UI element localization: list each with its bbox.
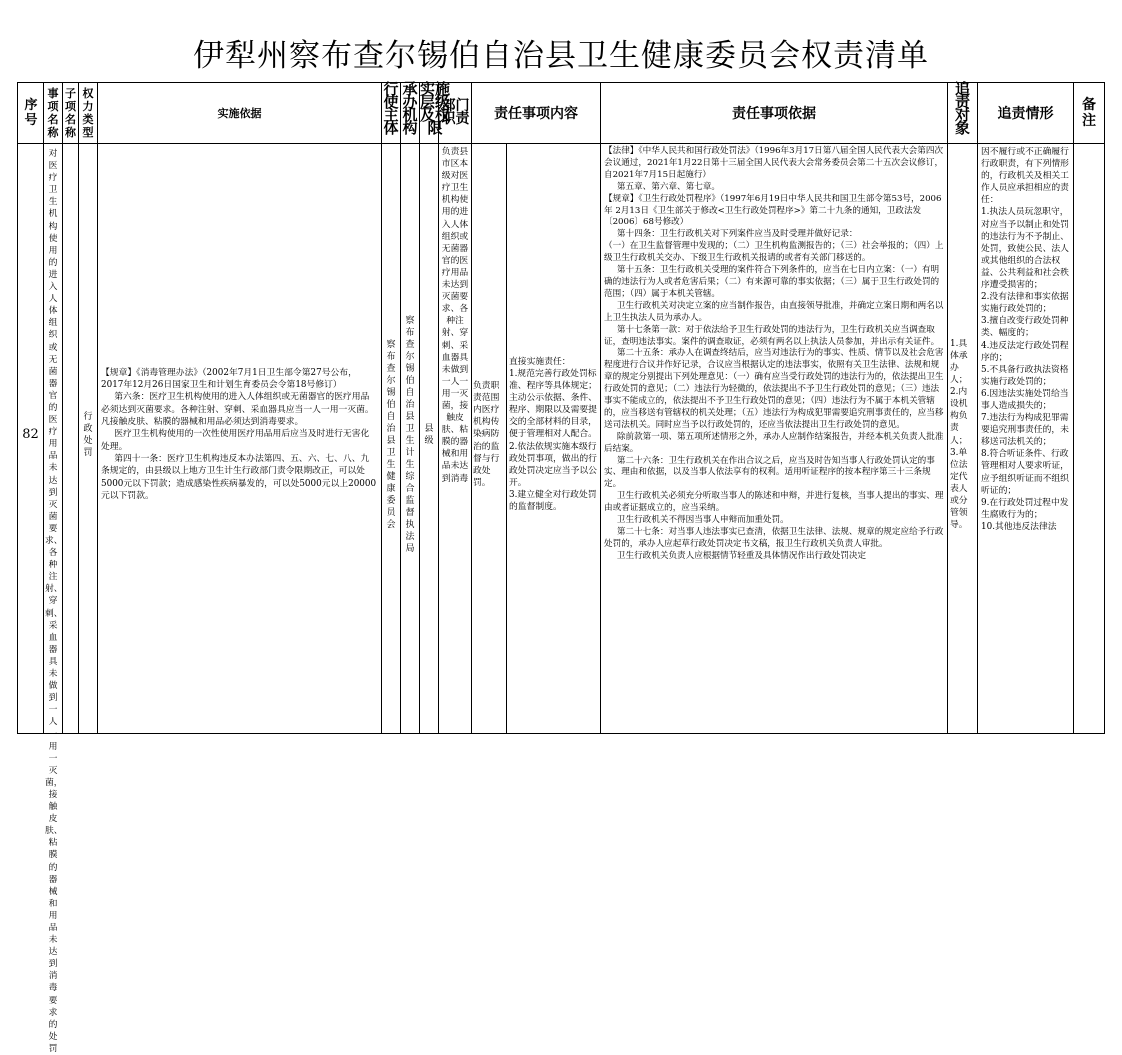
acc-para-10: 9.在行政处罚过程中发生腐败行为的； xyxy=(981,497,1069,520)
cell-seq: 82 xyxy=(18,144,44,734)
resp-basis-para-8: 第十七条第一款：对于依法给予卫生行政处罚的违法行为，卫生行政机关应当调查取证，查明违法事实。案件的调查取证，必须有两名以上执法人员参加，并出示有关证件。 xyxy=(604,324,940,347)
resp-basis-para-5: （一）在卫生监督管理中发现的；（二）卫生机构监测报告的；（三）社会举报的；（四）上级卫生行政机关交办、下级卫生行政机关报请的或者有关部门移送的。 xyxy=(604,241,944,264)
cell-resp-basis xyxy=(601,144,948,734)
acc-para-2: 1.执法人员玩忽职守，对应当予以制止和处罚的违法行为不予制止、处罚，致使公民、法人或其他组织的合法权益、公共利益和社会秩序遭受损害的； xyxy=(981,207,1069,291)
cell-duty: 负责职责范围内医疗机构传染病防治的监督与行政处罚。 xyxy=(472,144,507,734)
acc-para-7: 6.因违法实施处罚给当事人造成损失的； xyxy=(981,388,1069,411)
resp-basis-para-14: 第二十七条：对当事人违法事实已查清，依据卫生法律、法规、规章的规定应给予行政处罚的，承办人应起草行政处罚决定书文稿，报卫生行政机关负责人审批。 xyxy=(604,527,944,549)
acc-para-11: 10.其他违反法律法 xyxy=(981,521,1057,532)
resp-basis-para-11: 第二十六条：卫生行政机关在作出合议之后，应当及时告知当事人行政处罚认定的事实、理由和依据，以及当事人依法享有的权利。适用听证程序的按本程序第三十三条规定。 xyxy=(604,455,935,490)
header-item-name: 事项名称 xyxy=(44,83,63,144)
basis-para-2: 第六条：医疗卫生机构使用的进入人体组织或无菌器官的医疗用品必须达到灭菌要求。各种注射、穿刺、采血器具应当一人一用一灭菌。凡接触皮肤、粘膜的器械和用品必须达到消毒要求。 xyxy=(101,392,374,428)
acc-para-3: 2.没有法律和事实依据实施行政处罚的； xyxy=(981,292,1069,315)
resp-basis-para-10: 除前款第一项、第五项所述情形之外，承办人应制作结案报告，并经本机关负责人批准后结案。 xyxy=(604,431,944,454)
header-level: 实施层级及权限 xyxy=(420,83,439,144)
cell-basis xyxy=(98,144,382,734)
basis-para-1: 【规章】《消毒管理办法》（2002年7月1日卫生部令第27号公布，2017年12月26日国家卫生和计划生育委员会令第18号修订） xyxy=(101,367,357,391)
header-sub-item-name: 子项名称 xyxy=(63,83,79,144)
header-accountability: 追责情形 xyxy=(978,83,1074,144)
acc-para-1: 因不履行或不正确履行行政职责，有下列情形的，行政机关及相关工作人员应承担相应的责任： xyxy=(981,147,1069,206)
cell-sub-item-name xyxy=(63,144,79,734)
header-duty: 部门职责 xyxy=(439,83,472,144)
resp-para-1: 直接实施责任： xyxy=(509,356,571,367)
cell-subject: 察布查尔锡伯自治县卫生健康委员会 xyxy=(382,144,401,734)
resp-basis-para-4: 第十四条：卫生行政机关对下列案件应当及时受理并做好记录： xyxy=(616,229,858,240)
cell-accountable: 1.具体承办人；2.内设机构负责人；3.单位法定代表人或分管领导。 xyxy=(948,144,978,734)
header-accountable: 追责对象 xyxy=(948,83,978,144)
resp-basis-para-3: 【规章】《卫生行政处罚程序》（1997年6月19日中华人民共和国卫生部令第53号，2006年 2月13日《卫生部关于修改<卫生行政处罚程序>》第二十九条的通知，卫政法发〔2006〕68号修改） xyxy=(604,193,942,228)
resp-para-2: 1.规范完善行政处罚标准、程序等具体规定；主动公示依据、条件、程序、期限以及需要提交的全部材料的目录，便于管理相对人配合。 xyxy=(509,368,597,440)
header-seq: 序号 xyxy=(18,83,44,144)
resp-basis-para-1: 【法律】《中华人民共和国行政处罚法》（1996年3月17日第八届全国人民代表大会第四次会议通过，2021年1月22日第十三届全国人民代表大会常务委员会第二十五次会议修订，自2021年7月15日起施行） xyxy=(604,146,944,180)
cell-level: 县级 xyxy=(420,144,439,734)
responsibility-table xyxy=(17,80,1105,1054)
cell-power-type: 行政处罚 xyxy=(79,144,98,734)
cell-handling-org: 察布查尔锡伯自治县卫生计生综合监督执法局 xyxy=(401,144,420,734)
header-responsibility: 责任事项内容 xyxy=(472,83,601,144)
header-resp-basis: 责任事项依据 xyxy=(601,83,948,144)
resp-basis-para-6: 第十五条：卫生行政机关受理的案件符合下列条件的，应当在七日内立案：（一）有明确的违法行为人或者危害后果；（二）有来源可靠的事实依据；（三）属于卫生行政处罚的范围；（四）属于本机关管辖。 xyxy=(604,265,940,299)
cell-level-scope: 负责县市区本级对医疗卫生机构使用的进入人体组织或无菌器官的医疗用品未达到灭菌要求、各种注射、穿刺、采血器具未做到一人一用一灭菌，接触皮肤、粘膜的器械和用品未达到消毒 xyxy=(439,144,472,734)
resp-para-3: 2.依法依规实施本级行政处罚事项，做出的行政处罚决定应当予以公开。 xyxy=(509,441,597,488)
acc-para-6: 5.不具备行政执法资格实施行政处罚的； xyxy=(981,364,1069,387)
acc-para-9: 8.符合听证条件、行政管理相对人要求听证，应予组织听证而不组织听证的； xyxy=(981,449,1069,496)
table-header-row xyxy=(18,83,1105,144)
cell-remarks xyxy=(1074,144,1105,734)
header-subject: 行使主体 xyxy=(382,83,401,144)
resp-basis-para-2: 第五章、第六章、第七章。 xyxy=(616,181,721,192)
cell-accountability xyxy=(978,144,1074,734)
table-row xyxy=(18,144,1105,734)
basis-para-4: 第四十一条：医疗卫生机构违反本办法第四、五、六、七、八、九条规定的，由县级以上地方卫生计生行政部门责令限期改正，可以处5000元以下罚款；造成感染性疾病暴发的，可以处5000元以上20000元以下罚款。 xyxy=(101,453,377,501)
header-power-type: 权力类型 xyxy=(79,83,98,144)
resp-basis-para-7: 卫生行政机关对决定立案的应当制作报告，由直接领导批准，并确定立案日期和两名以上卫生执法人员为承办人。 xyxy=(604,300,944,323)
header-remarks: 备注 xyxy=(1074,83,1105,144)
resp-basis-para-12: 卫生行政机关必须充分听取当事人的陈述和申辩，并进行复核，当事人提出的事实、理由或者证据成立的，应当采纳。 xyxy=(604,491,944,514)
acc-para-4: 3.擅自改变行政处罚种类、幅度的； xyxy=(981,316,1069,339)
basis-para-3: 医疗卫生机构使用的一次性使用医疗用品用后应当及时进行无害化处理。 xyxy=(101,429,370,452)
header-handling-org: 承办机构 xyxy=(401,83,420,144)
acc-para-5: 4.违反法定行政处罚程序的； xyxy=(981,340,1069,363)
resp-basis-para-15: 卫生行政机关负责人应根据情节轻重及具体情况作出行政处罚决定 xyxy=(616,550,867,561)
resp-basis-para-9: 第二十五条：承办人在调查终结后，应当对违法行为的事实、性质、情节以及社会危害程度进行合议并作好记录，合议应当根据认定的违法事实，依照有关卫生法律、法规和规章的规定分别提出下列处理意见：（一）确有应当受行政处罚的违法行为的，依法提出卫生行政处罚的意见；（二）违法行为轻微的，依法提出不予卫生行政处罚的意见；（三）违法事实不能成立的，依法提出不予卫生行政处罚的意见；（四）违法行为不属于本机关管辖的，应当移送有管辖权的机关处理；（五）违法行为构成犯罪需要追究刑事责任的，应当移送司法机关。同时应当予以行政处罚的，还应当依法提出卫生行政处罚的意见。 xyxy=(604,348,944,430)
cell-item-name: 对医疗卫生机构使用的进入人体组织或无菌器官的医疗用品未达到灭菌要求、各种注射、穿刺、采血器具未做到一人一用一灭菌，接触皮肤、粘膜的器械和用品未达到消毒要求的处罚 xyxy=(44,144,63,734)
resp-basis-para-13: 卫生行政机关不得因当事人申辩而加重处罚。 xyxy=(616,515,789,526)
acc-para-8: 7.违法行为构成犯罪需要追究刑事责任的，未移送司法机关的； xyxy=(981,413,1069,448)
resp-para-4: 3.建立健全对行政处罚的监督制度。 xyxy=(509,489,597,513)
page-title: 伊犁州察布查尔锡伯自治县卫生健康委员会权责清单 xyxy=(193,38,929,74)
header-basis: 实施依据 xyxy=(98,83,382,144)
cell-responsibility xyxy=(507,144,601,734)
